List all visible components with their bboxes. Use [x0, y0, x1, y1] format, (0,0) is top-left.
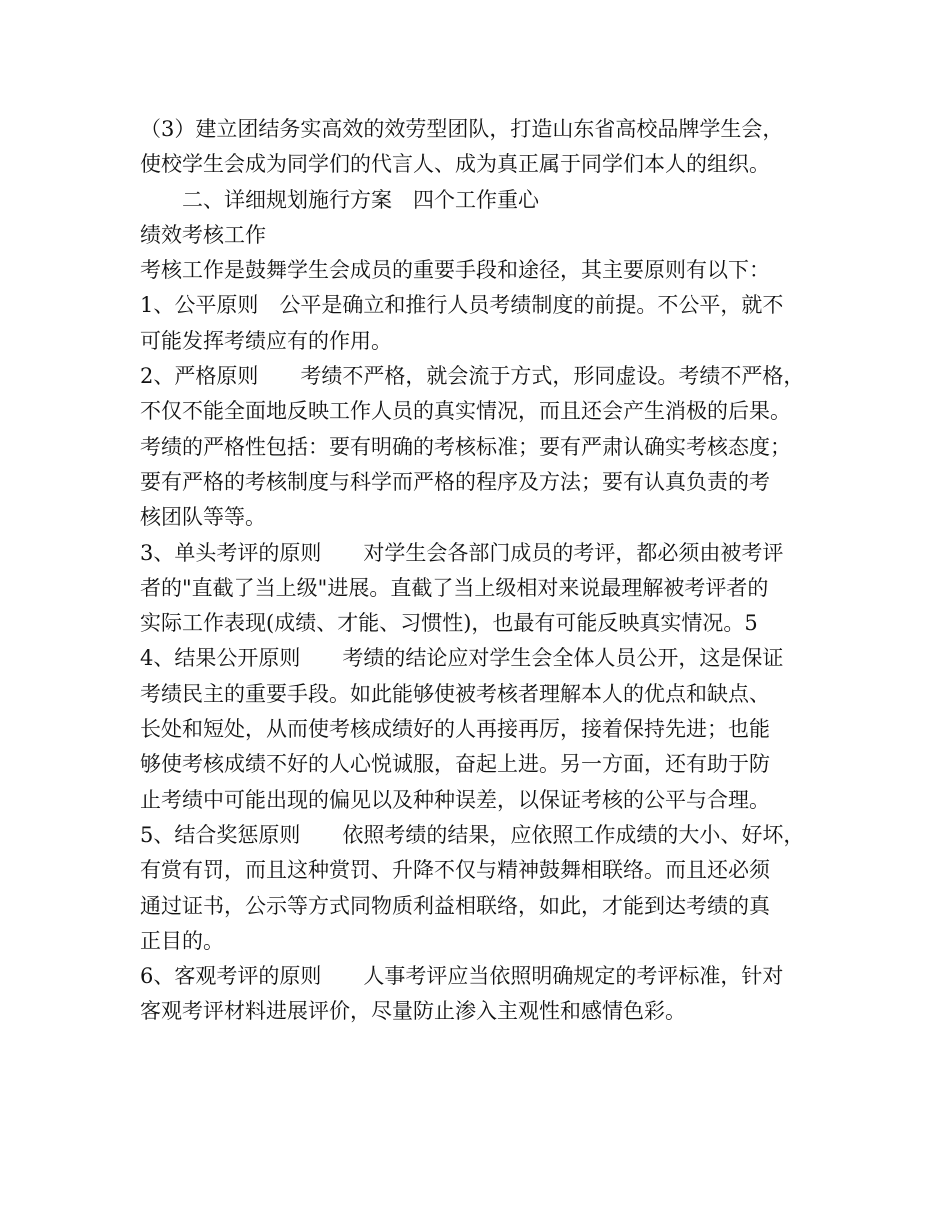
text-line: 止考绩中可能出现的偏见以及种种误差，以保证考核的公平与合理。 [140, 787, 770, 812]
text-line: 客观考评材料进展评价，尽量防止渗入主观性和感情色彩。 [140, 999, 686, 1024]
text-line: 可能发挥考绩应有的作用。 [140, 328, 392, 353]
subsection-heading: 绩效考核工作 [140, 222, 266, 247]
text-line: 使校学生会成为同学们的代言人、成为真正属于同学们本人的组织。 [140, 152, 770, 177]
text-line: 2、严格原则 考绩不严格，就会流于方式，形同虚设。考绩不严格， [140, 364, 805, 389]
text-line: 4、结果公开原则 考绩的结论应对学生会全体人员公开，这是保证 [140, 646, 784, 671]
text-line: 6、客观考评的原则 人事考评应当依照明确规定的考评标准，针对 [140, 964, 784, 989]
text-line: 长处和短处，从而使考核成绩好的人再接再厉，接着保持先进；也能 [140, 717, 770, 742]
section-heading: 二、详细规划施行方案 四个工作重心 [182, 187, 539, 212]
text-line: （3）建立团结务实高效的效劳型团队，打造山东省高校品牌学生会， [140, 117, 784, 141]
text-line: 5、结合奖惩原则 依照考绩的结果，应依照工作成绩的大小、好坏， [140, 822, 805, 847]
text-line: 够使考核成绩不好的人心悦诚服，奋起上进。另一方面，还有助于防 [140, 752, 770, 777]
text-line: 考绩民主的重要手段。如此能够使被考核者理解本人的优点和缺点、 [140, 681, 770, 706]
text-line: 者的"直截了当上级"进展。直截了当上级相对来说最理解被考评者的 [140, 575, 769, 600]
text-line: 核团队等等。 [140, 505, 266, 530]
document-body [140, 112, 820, 1030]
text-line: 1、公平原则 公平是确立和推行人员考绩制度的前提。不公平，就不 [140, 293, 784, 318]
text-line: 考绩的严格性包括：要有明确的考核标准；要有严肃认确实考核态度； [140, 434, 791, 459]
text-line: 通过证书，公示等方式同物质利益相联络，如此，才能到达考绩的真 [140, 893, 770, 918]
text-line: 3、单头考评的原则 对学生会各部门成员的考评，都必须由被考评 [140, 540, 784, 565]
text-line: 正目的。 [140, 928, 224, 953]
text-line: 实际工作表现(成绩、才能、习惯性)，也最有可能反映真实情况。5 [140, 611, 758, 636]
text-line: 考核工作是鼓舞学生会成员的重要手段和途径，其主要原则有以下： [140, 258, 770, 283]
text-line: 有赏有罚，而且这种赏罚、升降不仅与精神鼓舞相联络。而且还必须 [140, 858, 770, 883]
text-line: 要有严格的考核制度与科学而严格的程序及方法；要有认真负责的考 [140, 469, 770, 494]
text-line: 不仅不能全面地反映工作人员的真实情况，而且还会产生消极的后果。 [140, 399, 791, 424]
